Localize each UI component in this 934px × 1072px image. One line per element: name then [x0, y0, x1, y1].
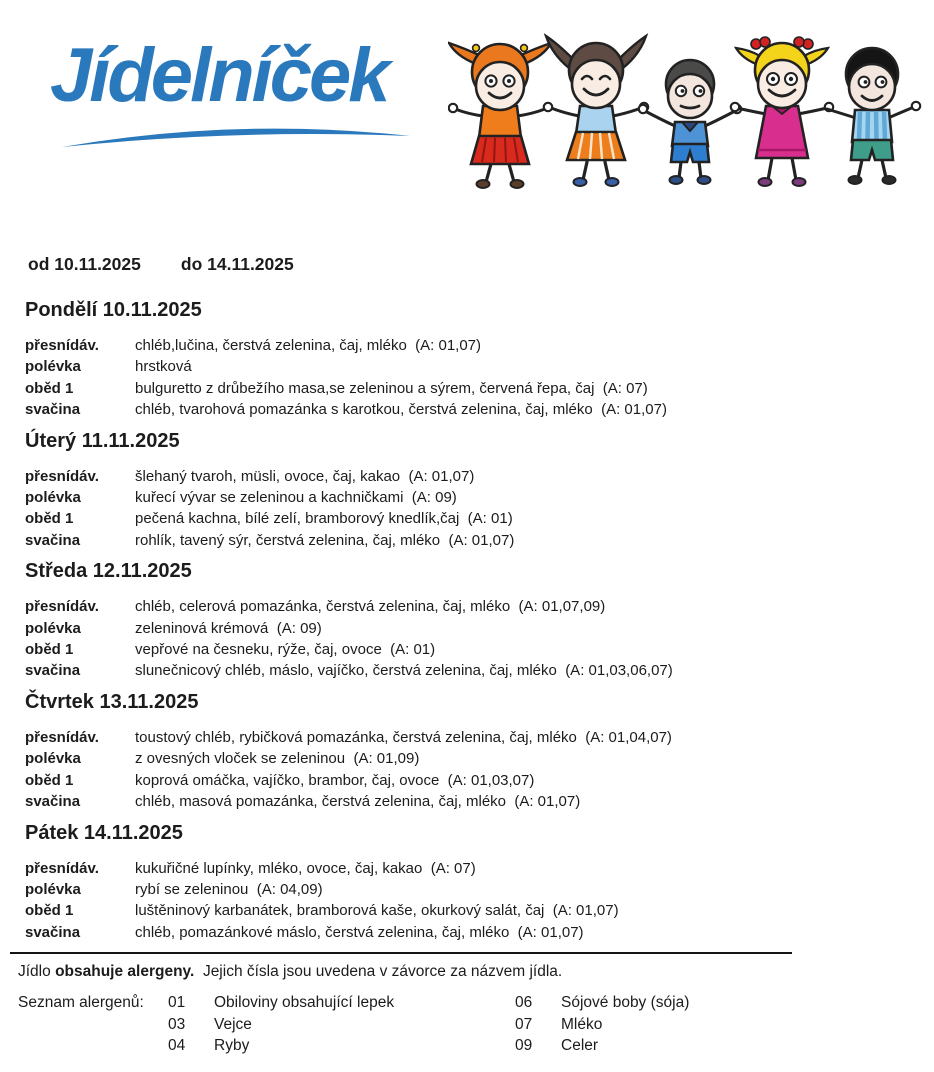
menu-row	[25, 727, 909, 748]
meal-description: slunečnicový chléb, máslo, vajíčko, čerstvá zelenina, čaj, mléko (A: 01,03,06,07)	[135, 662, 673, 680]
menu-row	[25, 618, 909, 639]
menu-row	[25, 508, 909, 529]
menu-row	[25, 466, 909, 487]
menu-row	[25, 399, 909, 420]
jidelnicek-logo	[50, 28, 430, 151]
allergen-name: Mléko	[561, 1015, 603, 1033]
meal-description: rybí se zeleninou (A: 04,09)	[135, 880, 323, 898]
day-friday	[25, 822, 909, 944]
meal-description: chléb, tvarohová pomazánka s karotkou, čerstvá zelenina, čaj, mléko (A: 01,07)	[135, 401, 667, 419]
day-title: Čtvrtek 13.11.2025	[25, 690, 199, 713]
date-to: do 14.11.2025	[180, 254, 294, 274]
child-girl-pigtails	[544, 36, 648, 186]
allergen-note-bold: obsahuje alergeny.	[55, 963, 195, 981]
meal-description: chléb, masová pomazánka, čerstvá zelenina, čaj, mléko (A: 01,07)	[135, 793, 581, 811]
allergen-item	[168, 992, 515, 1014]
child-boy-striped	[827, 48, 920, 184]
allergen-name: Obiloviny obsahující lepek	[214, 994, 395, 1012]
date-from: od 10.11.2025	[28, 254, 141, 274]
day-title: Středa 12.11.2025	[25, 560, 192, 583]
meal-type-label: přesnídáv.	[25, 598, 99, 616]
allergen-number: 09	[515, 1037, 533, 1055]
logo-text: Jídelníček	[50, 33, 388, 118]
meal-description: toustový chléb, rybičková pomazánka, čerstvá zelenina, čaj, mléko (A: 01,04,07)	[135, 728, 672, 746]
meal-type-label: svačina	[25, 531, 81, 549]
allergen-number: 03	[168, 1015, 186, 1033]
meal-type-label: svačina	[25, 662, 81, 680]
menu-row	[25, 770, 909, 791]
footer-divider	[10, 952, 792, 954]
allergen-column-2	[515, 992, 689, 1057]
day-tuesday	[25, 430, 909, 552]
allergen-name: Vejce	[214, 1015, 252, 1033]
menu-row	[25, 530, 909, 551]
meal-type-label: oběd 1	[25, 771, 74, 789]
day-title: Pátek 14.11.2025	[25, 821, 183, 844]
meal-description: zeleninová krémová (A: 09)	[135, 619, 322, 637]
menu-row	[25, 922, 909, 943]
menu-row	[25, 596, 909, 617]
day-monday	[25, 299, 909, 421]
meal-description: šlehaný tvaroh, müsli, ovoce, čaj, kakao (A: 01,07)	[135, 467, 475, 485]
meal-description: bulguretto z drůbežího masa,se zeleninou a sýrem, červená řepa, čaj (A: 07)	[135, 379, 648, 397]
child-boy-blue	[639, 60, 741, 184]
meal-description: kuřecí vývar se zeleninou a kachničkami (A: 09)	[135, 489, 457, 507]
allergen-name: Sójové boby (sója)	[561, 994, 690, 1012]
children-illustration	[448, 30, 926, 190]
child-girl-pink	[731, 37, 833, 186]
meal-type-label: polévka	[25, 358, 81, 376]
date-range	[28, 254, 909, 275]
allergen-number: 04	[168, 1037, 186, 1055]
meal-description: pečená kachna, bílé zelí, bramborový knedlík,čaj (A: 01)	[135, 510, 513, 528]
menu-row	[25, 791, 909, 812]
meal-description: hrstková	[135, 358, 192, 376]
meal-type-label: svačina	[25, 923, 81, 941]
menu-row	[25, 660, 909, 681]
allergen-item	[515, 1014, 689, 1036]
meal-type-label: svačina	[25, 793, 81, 811]
allergen-list-label: Seznam alergenů:	[18, 994, 144, 1012]
meal-description: koprová omáčka, vajíčko, brambor, čaj, ovoce (A: 01,03,07)	[135, 771, 535, 789]
meal-description: chléb, celerová pomazánka, čerstvá zelenina, čaj, mléko (A: 01,07,09)	[135, 598, 606, 616]
allergen-note-suffix: Jejich čísla jsou uvedena v závorce za názvem jídla.	[194, 963, 563, 981]
allergen-number: 07	[515, 1015, 533, 1033]
allergen-name: Celer	[561, 1037, 599, 1055]
meal-type-label: přesnídáv.	[25, 337, 99, 354]
menu-row	[25, 858, 909, 879]
menu-row	[25, 639, 909, 660]
menu-row	[25, 879, 909, 900]
menu-row	[25, 487, 909, 508]
meal-type-label: oběd 1	[25, 902, 74, 920]
meal-description: chléb,lučina, čerstvá zelenina, čaj, mléko (A: 01,07)	[135, 337, 482, 354]
meal-type-label: přesnídáv.	[25, 859, 99, 877]
meal-type-label: oběd 1	[25, 379, 74, 397]
menu-row	[25, 900, 909, 921]
menu-row	[25, 378, 909, 399]
meal-description: rohlík, tavený sýr, čerstvá zelenina, čaj, mléko (A: 01,07)	[135, 531, 515, 549]
meal-description: kukuřičné lupínky, mléko, ovoce, čaj, kakao (A: 07)	[135, 859, 476, 877]
day-thursday	[25, 691, 909, 813]
day-wednesday	[25, 560, 909, 682]
menu-row	[25, 748, 909, 769]
meal-type-label: oběd 1	[25, 510, 74, 528]
allergen-note-prefix: Jídlo	[18, 963, 56, 981]
meal-type-label: přesnídáv.	[25, 728, 99, 746]
child-girl-orange	[449, 43, 551, 188]
meal-type-label: přesnídáv.	[25, 467, 99, 485]
allergen-number: 06	[515, 994, 533, 1012]
meal-type-label: polévka	[25, 619, 81, 637]
allergen-item	[168, 1014, 515, 1036]
day-title: Pondělí 10.11.2025	[25, 299, 202, 321]
page-header	[0, 0, 934, 226]
meal-type-label: oběd 1	[25, 641, 74, 659]
day-sections	[25, 299, 909, 943]
menu-row	[25, 335, 909, 356]
meal-description: chléb, pomazánkové máslo, čerstvá zelenina, čaj, mléko (A: 01,07)	[135, 923, 584, 941]
meal-type-label: polévka	[25, 750, 81, 768]
allergen-number: 01	[168, 994, 186, 1012]
allergen-column-1	[168, 992, 515, 1057]
logo-underline-swoosh	[58, 125, 416, 151]
meal-description: vepřové na česneku, rýže, čaj, ovoce (A: 01)	[135, 641, 436, 659]
meal-type-label: polévka	[25, 489, 81, 507]
meal-description: luštěninový karbanátek, bramborová kaše, okurkový salát, čaj (A: 01,07)	[135, 902, 619, 920]
allergen-note	[18, 963, 934, 981]
meal-type-label: polévka	[25, 880, 81, 898]
allergen-name: Ryby	[214, 1037, 250, 1055]
meal-type-label: svačina	[25, 401, 81, 419]
allergen-item	[168, 1035, 515, 1057]
allergen-footer	[0, 952, 934, 1057]
meal-description: z ovesných vloček se zeleninou (A: 01,09)	[135, 750, 420, 768]
allergen-item	[515, 1035, 689, 1057]
menu-row	[25, 356, 909, 377]
day-title: Úterý 11.11.2025	[25, 429, 180, 452]
menu-content	[0, 254, 934, 943]
allergen-item	[515, 992, 689, 1014]
allergen-list	[18, 992, 934, 1057]
